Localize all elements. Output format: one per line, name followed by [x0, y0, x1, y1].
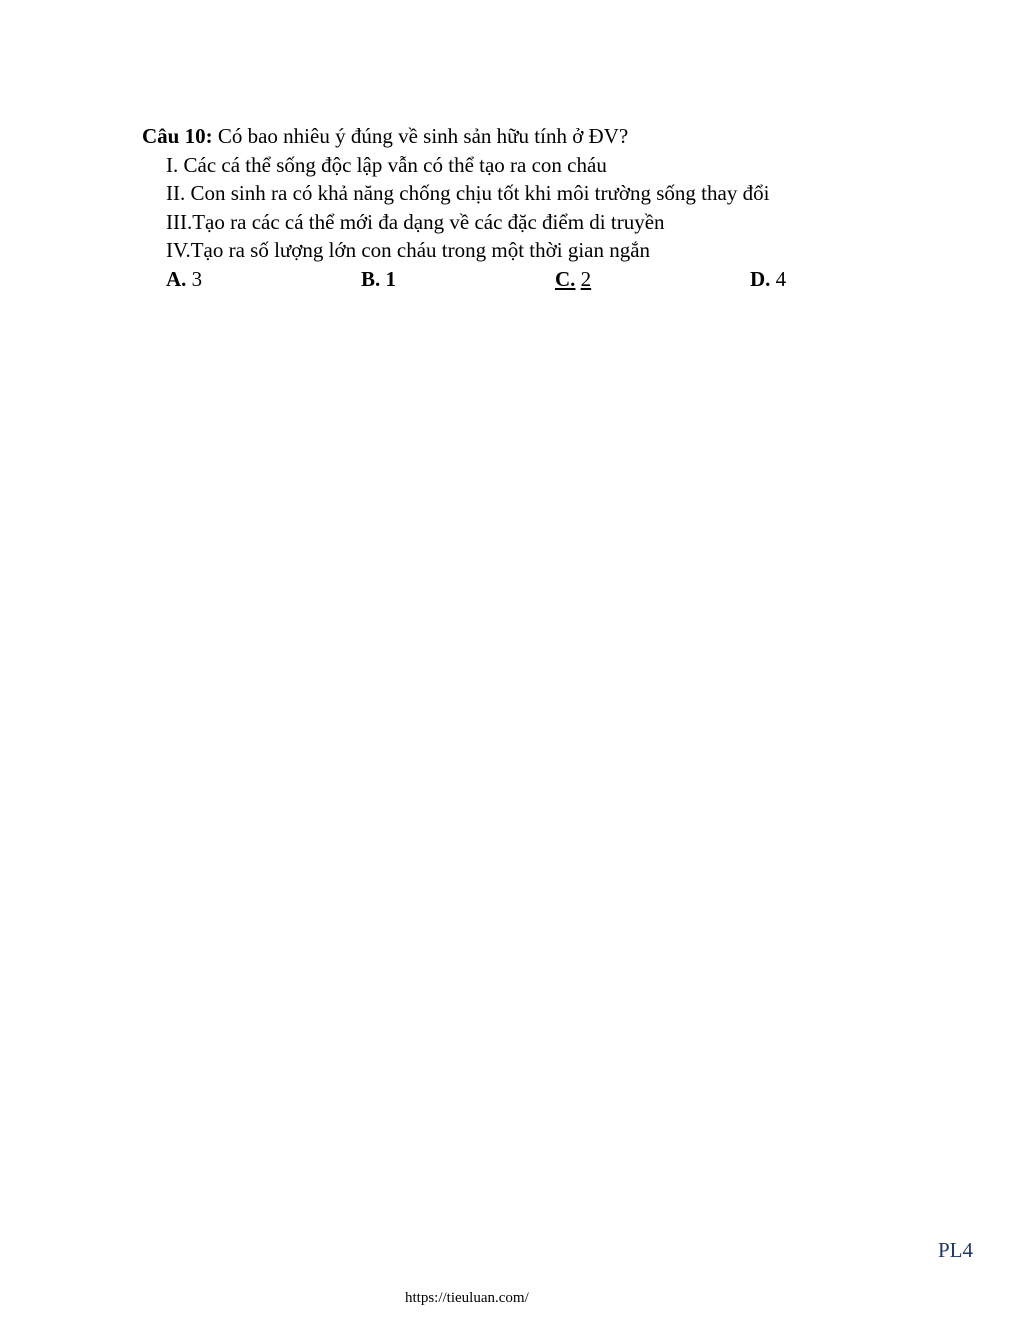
- question-block: [142, 122, 902, 293]
- statement-3: III.Tạo ra các cá thể mới đa dạng về các đặc điểm di truyền: [166, 209, 665, 234]
- answer-letter-a: A.: [166, 266, 187, 291]
- answer-value-d: 4: [775, 266, 787, 291]
- question-heading: [142, 122, 902, 151]
- page-number: PL4: [938, 1238, 974, 1262]
- answer-letter-c: C.: [555, 266, 576, 291]
- question-text: Có bao nhiêu ý đúng về sinh sản hữu tính ở ĐV?: [217, 124, 629, 148]
- answer-letter-b: B.: [361, 266, 381, 291]
- answer-options: [142, 265, 902, 294]
- statement-1: I. Các cá thể sống độc lập vẫn có thể tạo ra con cháu: [166, 152, 607, 177]
- answer-option-c: [555, 265, 591, 294]
- answer-value-c: 2: [580, 266, 592, 291]
- question-label: Câu 10:: [142, 124, 213, 148]
- answer-value-b: 1: [385, 266, 397, 291]
- answer-value-a: 3: [191, 266, 203, 291]
- footer-url[interactable]: https://tieuluan.com/: [405, 1290, 529, 1306]
- statement-4: IV.Tạo ra số lượng lớn con cháu trong một thời gian ngắn: [166, 238, 651, 262]
- answer-option-d: [750, 265, 786, 294]
- answer-option-b: [361, 265, 396, 294]
- answer-option-a: [166, 265, 202, 294]
- answer-letter-d: D.: [750, 266, 771, 291]
- statement-2: II. Con sinh ra có khả năng chống chịu tốt khi môi trường sống thay đổi: [166, 181, 770, 205]
